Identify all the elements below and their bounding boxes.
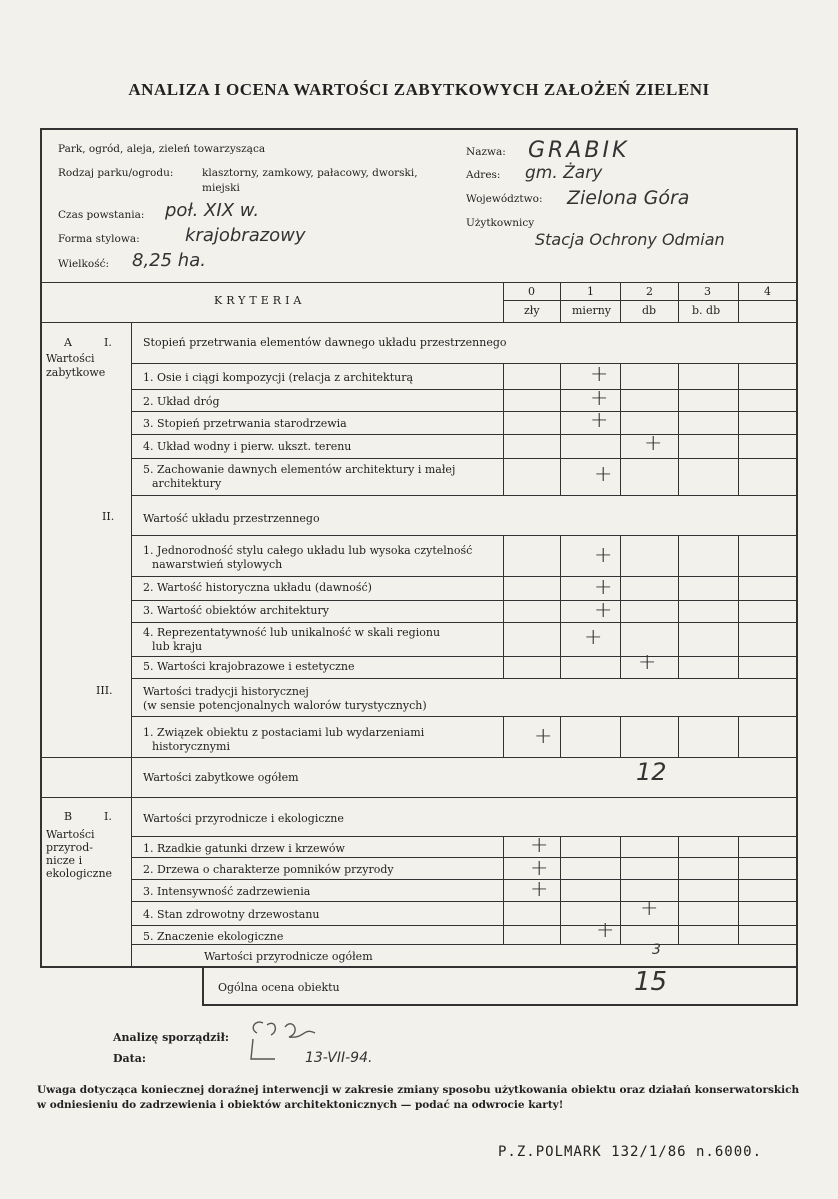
section-b-total-value: 3: [652, 942, 661, 958]
section-b-i-roman: I.: [104, 810, 112, 823]
line-row: [40, 757, 798, 758]
section-a-name: Wartości zabytkowe: [46, 352, 106, 379]
line-col-3: [678, 535, 679, 678]
criterion-a-i-5: 5. Zachowanie dawnych elementów architektury i małej: [143, 463, 456, 476]
mark-a-ii-5: +: [638, 650, 657, 675]
kind-options-2: miejski: [202, 182, 240, 194]
line-col-3: [678, 836, 679, 944]
line-col-3: [678, 716, 679, 757]
period-value: poł. XIX w.: [165, 200, 260, 221]
line-aiii-title: [131, 716, 798, 717]
mark-b-i-2: +: [530, 856, 549, 881]
line-ai-title: [131, 363, 798, 364]
kind-options: klasztorny, zamkowy, pałacowy, dworski,: [202, 167, 418, 179]
criterion-a-iii-1-cont: historycznymi: [152, 740, 230, 753]
section-a-ii-title: Wartość układu przestrzennego: [143, 512, 320, 525]
users-value: Stacja Ochrony Odmian: [535, 230, 725, 249]
line-row: [131, 857, 798, 858]
period-label: Czas powstania:: [58, 209, 145, 221]
line-col-2: [620, 716, 621, 757]
overall-value: 15: [634, 967, 668, 997]
col-grade-3: b. db: [692, 304, 721, 317]
criteria-header: KRYTERIA: [214, 294, 306, 307]
overall-label: Ogólna ocena obiektu: [218, 981, 340, 994]
section-b-name-2: przyrod-: [46, 841, 93, 854]
col-num-4: 4: [764, 285, 771, 298]
section-a-i-title: Stopień przetrwania elementów dawnego układu przestrzennego: [143, 336, 507, 349]
voivodeship-label: Województwo:: [466, 193, 543, 205]
section-a-iii-subtitle: (w sensie potencjonalnych walorów turystycznych): [143, 699, 427, 712]
criterion-b-i-3: 3. Intensywność zadrzewienia: [143, 885, 311, 898]
line-row: [131, 389, 798, 390]
criterion-a-ii-1-cont: nawarstwień stylowych: [152, 558, 283, 571]
section-b-name-4: ekologiczne: [46, 867, 113, 880]
line-columns-bottom: [40, 322, 798, 323]
line-col-4-head: [738, 282, 739, 322]
section-a-ii-roman: II.: [102, 510, 115, 523]
mark-a-i-4: +: [644, 431, 663, 456]
col-grade-2: db: [642, 304, 657, 317]
line-col-2: [620, 836, 621, 944]
col-num-2: 2: [646, 285, 653, 298]
line-col-0: [503, 535, 504, 678]
line-row: [131, 622, 798, 623]
line-row: [131, 411, 798, 412]
section-b-name-1: Wartości: [46, 828, 95, 841]
author-label: Analizę sporządził:: [113, 1031, 229, 1044]
line-row: [131, 656, 798, 657]
line-row: [131, 458, 798, 459]
section-a-i-roman: I.: [104, 336, 112, 349]
line-col-2: [620, 535, 621, 678]
section-a-iii-roman: III.: [96, 684, 113, 697]
criterion-a-ii-4-cont: lub kraju: [152, 640, 203, 653]
type-line: Park, ogród, aleja, zieleń towarzysząca: [58, 143, 266, 155]
criterion-a-ii-2: 2. Wartość historyczna układu (dawność): [143, 581, 372, 594]
line-row: [131, 925, 798, 926]
criterion-a-i-3: 3. Stopień przetrwania starodrzewia: [143, 417, 347, 430]
mark-a-i-2: +: [590, 386, 609, 411]
criterion-b-i-5: 5. Znaczenie ekologiczne: [143, 930, 284, 943]
criterion-a-i-1: 1. Osie i ciągi kompozycji (relacja z architekturą: [143, 371, 414, 384]
form-title: ANALIZA I OCENA WARTOŚCI ZABYTKOWYCH ZAŁOŻEŃ ZIELENI: [128, 80, 710, 99]
line-col-0: [503, 363, 504, 495]
line-col-2-head: [620, 282, 621, 322]
line-col-3: [678, 363, 679, 495]
mark-a-ii-4: +: [584, 625, 603, 650]
criterion-a-ii-1: 1. Jednorodność stylu całego układu lub wysoka czytelność: [143, 544, 473, 557]
criterion-b-i-1: 1. Rzadkie gatunki drzew i krzewów: [143, 842, 345, 855]
line-col-4: [738, 836, 739, 944]
criterion-a-i-2: 2. Układ dróg: [143, 395, 220, 408]
kind-label: Rodzaj parku/ogrodu:: [58, 167, 174, 179]
note-line-2: w odniesieniu do zadrzewienia i obiektów architektonicznych — podać na odwrocie karty!: [37, 1099, 564, 1111]
col-grade-1: mierny: [572, 304, 612, 317]
address-label: Adres:: [466, 169, 501, 181]
size-value: 8,25 ha.: [132, 250, 206, 271]
line-col-0: [503, 836, 504, 944]
col-num-3: 3: [704, 285, 711, 298]
date-value: 13-VII-94.: [305, 1050, 373, 1066]
section-a-iii-title: Wartości tradycji historycznej: [143, 685, 309, 698]
line-row: [131, 600, 798, 601]
col-grade-0: zły: [524, 304, 540, 317]
line-col-0-head: [503, 282, 504, 322]
note-line-1: Uwaga dotycząca koniecznej doraźnej interwencji w zakresie zmiany sposobu użytkowania obiektu oraz działań konserwatorskich: [37, 1084, 800, 1096]
col-num-1: 1: [587, 285, 594, 298]
section-b-total-label: Wartości przyrodnicze ogółem: [204, 950, 373, 963]
line-row: [131, 944, 798, 945]
line-row: [131, 434, 798, 435]
mark-a-ii-2: +: [594, 575, 613, 600]
date-label: Data:: [113, 1052, 146, 1065]
mark-a-ii-1: +: [594, 543, 613, 568]
mark-a-i-1: +: [590, 362, 609, 387]
line-col-3-head: [678, 282, 679, 322]
voivodeship-value: Zielona Góra: [567, 187, 690, 209]
mark-b-i-5: +: [596, 918, 615, 943]
line-col-4: [738, 716, 739, 757]
line-col-1-head: [560, 282, 561, 322]
name-value: GRABIK: [528, 138, 630, 163]
line-col-1: [560, 363, 561, 495]
line-col-2: [620, 363, 621, 495]
line-criteria-left: [131, 322, 132, 968]
line-row: [131, 576, 798, 577]
size-label: Wielkość:: [58, 258, 110, 270]
criterion-a-ii-4: 4. Reprezentatywność lub unikalność w skali regionu: [143, 626, 441, 639]
line-col-4: [738, 363, 739, 495]
address-value: gm. Żary: [525, 163, 603, 183]
line-row: [131, 678, 798, 679]
printer-footer: P.Z.POLMARK 132/1/86 n.6000.: [498, 1144, 763, 1160]
col-num-0: 0: [528, 285, 535, 298]
criterion-a-ii-5: 5. Wartości krajobrazowe i estetyczne: [143, 660, 355, 673]
line-bi-title: [131, 836, 798, 837]
criterion-a-ii-3: 3. Wartość obiektów architektury: [143, 604, 329, 617]
name-label: Nazwa:: [466, 146, 506, 158]
line-col-1: [560, 716, 561, 757]
mark-a-iii-1: +: [534, 724, 553, 749]
line-col-0: [503, 716, 504, 757]
line-col-1: [560, 535, 561, 678]
section-b-i-title: Wartości przyrodnicze i ekologiczne: [143, 812, 344, 825]
mark-b-i-4: +: [640, 896, 659, 921]
mark-b-i-3: +: [530, 877, 549, 902]
criterion-a-iii-1: 1. Związek obiektu z postaciami lub wydarzeniami: [143, 726, 425, 739]
section-b-name-3: nicze i: [46, 854, 83, 867]
line-row: [131, 901, 798, 902]
section-a-code: A: [64, 336, 72, 349]
criterion-b-i-4: 4. Stan zdrowotny drzewostanu: [143, 908, 320, 921]
line-row: [131, 879, 798, 880]
users-label: Użytkownicy: [466, 217, 535, 229]
section-b-code: B: [64, 810, 73, 823]
line-numrow: [503, 300, 798, 301]
mark-b-i-1: +: [530, 833, 549, 858]
line-header-bottom: [40, 282, 798, 283]
line-row: [131, 495, 798, 496]
criterion-a-i-4: 4. Układ wodny i pierw. ukszt. terenu: [143, 440, 352, 453]
style-label: Forma stylowa:: [58, 233, 140, 245]
line-col-1: [560, 836, 561, 944]
section-a-total-value: 12: [636, 758, 667, 786]
criterion-a-i-5-cont: architektury: [152, 477, 222, 490]
line-col-4: [738, 535, 739, 678]
style-value: krajobrazowy: [185, 225, 306, 246]
section-a-total-label: Wartości zabytkowe ogółem: [143, 771, 299, 784]
mark-a-ii-3: +: [594, 598, 613, 623]
mark-a-i-3: +: [590, 408, 609, 433]
criterion-b-i-2: 2. Drzewa o charakterze pomników przyrody: [143, 863, 394, 876]
mark-a-i-5: +: [594, 462, 613, 487]
line-aii-title: [131, 535, 798, 536]
line-section-a-bottom: [40, 797, 798, 798]
